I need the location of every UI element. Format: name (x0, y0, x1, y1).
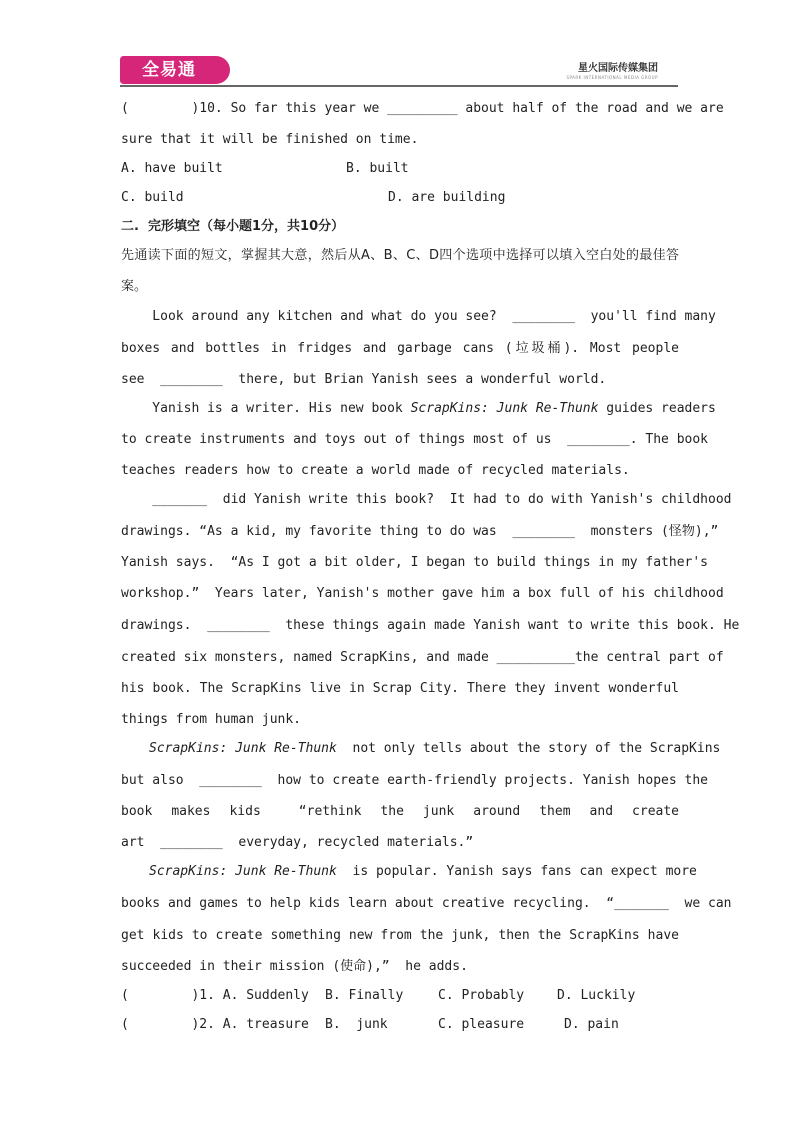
q2-option-d: D. pain (564, 1017, 619, 1032)
passage-line: created six monsters, named ScrapKins, and made __________the central part of (121, 650, 724, 665)
passage-line: his book. The ScrapKins live in Scrap City. There they invent wonderful (121, 681, 679, 696)
page-header (120, 56, 678, 88)
book-title: ScrapKins: Junk Re-Thunk (410, 401, 599, 416)
passage-line: book makes kids “rethink the junk around them and create (121, 804, 679, 819)
q10-stem-line1: ( )10. So far this year we _________ about half of the road and we are (121, 101, 724, 116)
passage-line: _______ did Yanish write this book? It had to do with Yanish's childhood (121, 492, 732, 507)
passage-line: succeeded in their mission (使命),” he adds. (121, 959, 468, 974)
passage-line: workshop.” Years later, Yanish's mother gave him a box full of his childhood (121, 586, 724, 601)
q2-option-c: C. pleasure (438, 1017, 525, 1032)
passage-line: books and games to help kids learn about creative recycling. “_______ we can (121, 896, 732, 911)
q1-option-c: C. Probably (438, 988, 525, 1003)
passage-line: Look around any kitchen and what do you see? ________ you'll find many (121, 309, 716, 324)
q10-option-b: B. built (346, 161, 409, 176)
q2-option-b: B. junk (325, 1017, 388, 1032)
passage-line: to create instruments and toys out of things most of us ________. The book (121, 432, 708, 447)
book-title: ScrapKins: Junk Re-Thunk (149, 741, 337, 756)
text-run: not only tells about the story of the ScrapKins (336, 741, 721, 756)
passage-line (149, 740, 721, 758)
passage-line: get kids to create something new from the junk, then the ScrapKins have (121, 928, 679, 943)
brand-name: 星火国际传媒集团 (578, 63, 658, 74)
text-run: is popular. Yanish says fans can expect more (336, 864, 697, 879)
brand-block (566, 59, 658, 80)
passage-line (121, 400, 716, 418)
passage-line: see ________ there, but Brian Yanish sees a wonderful world. (121, 372, 607, 387)
header-rule (120, 85, 678, 87)
passage-line: teaches readers how to create a world made of recycled materials. (121, 463, 630, 478)
passage-line: drawings. ________ these things again made Yanish want to write this book. He (121, 618, 740, 633)
instructions-line2: 案。 (121, 279, 148, 294)
q10-option-c: C. build (121, 190, 184, 205)
q1-option-b: B. Finally (325, 988, 404, 1003)
passage-line: boxes and bottles in fridges and garbage cans (垃圾桶). Most people (121, 341, 679, 356)
passage-line: things from human junk. (121, 712, 302, 727)
q1-stem: ( )1. A. Suddenly (121, 988, 309, 1003)
passage-line: drawings. “As a kid, my favorite thing to do was ________ monsters (怪物),” (121, 524, 719, 539)
q10-stem-line2: sure that it will be finished on time. (121, 132, 419, 147)
q2-stem: ( )2. A. treasure (121, 1017, 309, 1032)
brand-name-en: SPARK INTERNATIONAL MEDIA GROUP (566, 75, 658, 80)
passage-line (149, 863, 697, 881)
q10-option-d: D. are building (388, 190, 506, 205)
text-run: Yanish is a writer. His new book (121, 401, 411, 416)
instructions-line1: 先通读下面的短文，掌握其大意，然后从A、B、C、D四个选项中选择可以填入空白处的最佳答 (121, 248, 679, 263)
text-run: guides readers (598, 401, 716, 416)
passage-line: Yanish says. “As I got a bit older, I began to build things in my father's (121, 555, 708, 570)
section-title: 二. 完形填空（每小题1分，共10分） (121, 219, 345, 234)
publisher-logo: 全易通 (120, 56, 230, 84)
book-title: ScrapKins: Junk Re-Thunk (149, 864, 337, 879)
q1-option-d: D. Luckily (557, 988, 636, 1003)
passage-line: art ________ everyday, recycled materials.” (121, 835, 474, 850)
passage-line: but also ________ how to create earth-friendly projects. Yanish hopes the (121, 773, 708, 788)
q10-option-a: A. have built (121, 161, 223, 176)
